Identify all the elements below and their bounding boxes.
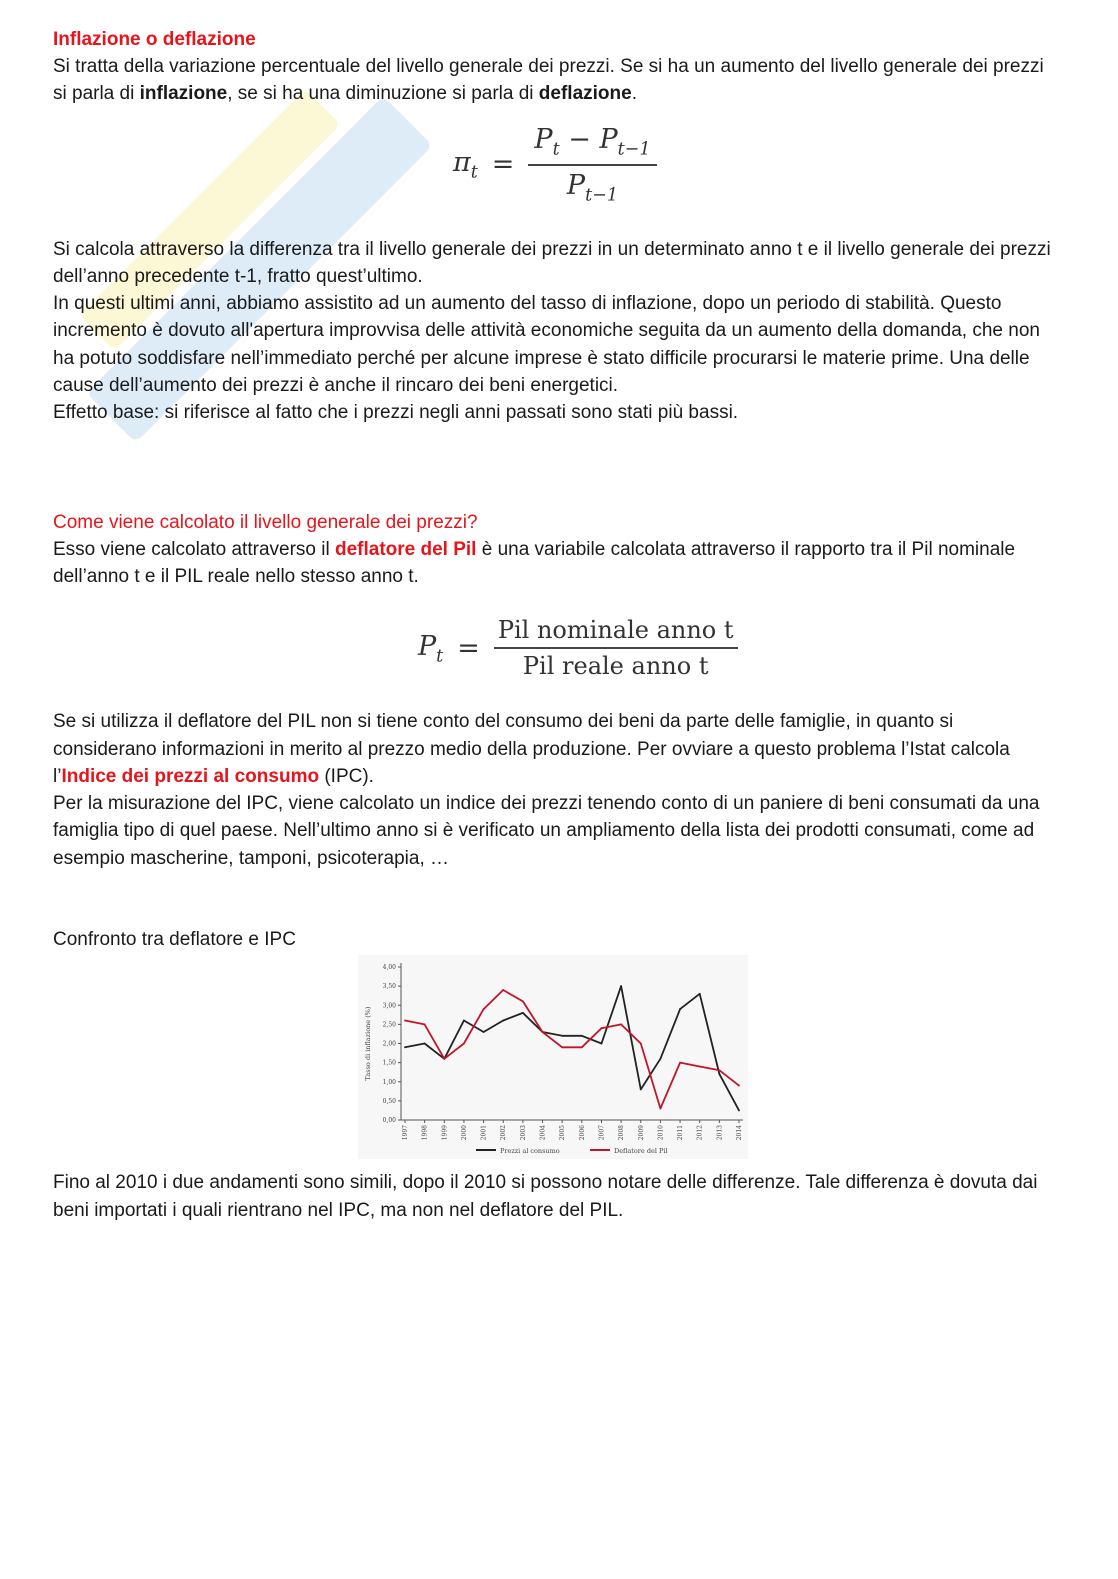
data-point (738, 1085, 740, 1087)
section-title-livello-prezzi: Come viene calcolato il livello generale dei prezzi? (53, 511, 478, 533)
legend-label-1: Prezzi al consumo (500, 1147, 560, 1156)
formula-inflation-rate: $\pi_t$ = $\frac{P_t - P_{t-1}}{P_{t-1}}$ (453, 122, 1058, 208)
data-point (561, 1035, 563, 1037)
term-ipc: Indice dei prezzi al consumo (61, 765, 320, 787)
y-tick-label: 2,00 (382, 1040, 396, 1048)
data-point (679, 1009, 681, 1011)
series-line-1 (405, 986, 739, 1110)
x-tick-label: 2012 (696, 1125, 704, 1141)
data-point (620, 1024, 622, 1026)
data-point (640, 1089, 642, 1091)
x-tick-label: 2013 (716, 1125, 724, 1141)
inflation-chart (358, 955, 748, 1159)
x-tick-label: 2002 (500, 1125, 508, 1141)
paragraph-intro: Si tratta della variazione percentuale del livello generale dei prezzi. Se si ha un aumento del livello generale dei prezzi si parla di inflazione, se si ha una diminuzione si parla di deflazione. (53, 56, 1044, 105)
x-tick-label: 2011 (677, 1125, 685, 1141)
data-point (581, 1047, 583, 1049)
data-point (640, 1043, 642, 1045)
y-tick-label: 1,50 (382, 1059, 396, 1067)
data-point (522, 1001, 524, 1003)
data-point (404, 1047, 406, 1049)
chart-caption: Confronto tra deflatore e IPC (53, 929, 296, 951)
data-point (738, 1110, 740, 1112)
y-tick-label: 2,50 (382, 1021, 396, 1029)
paragraph-calcolo: Si calcola attraverso la differenza tra il livello generale dei prezzi in un determinato anno t e il livello generale dei prezzi dell’anno precedente t-1, fratto quest’ultimo. (53, 238, 1051, 287)
y-tick-label: 4,00 (382, 964, 396, 972)
data-point (424, 1024, 426, 1026)
legend-label-2: Deflatore del Pil (614, 1147, 668, 1156)
data-point (561, 1047, 563, 1049)
paragraph-paniere: Per la misurazione del IPC, viene calcolato un indice dei prezzi tenendo conto di un paniere di beni consumati da una famiglia tipo di quel paese. Nell’ultimo anno si è verificato un ampliamento della lista dei prodotti consumati, come ad esempio mascherine, tamponi, psicoterapia, … (53, 793, 1040, 869)
formula-deflatore: $P_t$ = $\frac{\text{Pil nominale anno t}}{\text{Pil reale anno t}}$ (418, 608, 1058, 688)
data-point (424, 1043, 426, 1045)
data-point (601, 1028, 603, 1030)
document-page (53, 26, 1058, 1224)
y-tick-label: 0,00 (382, 1117, 396, 1125)
data-point (660, 1108, 662, 1110)
data-point (620, 986, 622, 988)
x-tick-label: 2007 (598, 1125, 606, 1141)
x-tick-label: 2001 (480, 1125, 488, 1141)
x-tick-label: 2014 (736, 1125, 743, 1141)
data-point (443, 1058, 445, 1060)
data-point (718, 1070, 720, 1072)
data-point (483, 1031, 485, 1033)
y-tick-label: 1,00 (382, 1079, 396, 1087)
data-point (699, 993, 701, 995)
x-tick-label: 2010 (657, 1125, 665, 1141)
data-point (718, 1074, 720, 1076)
x-tick-label: 2000 (460, 1125, 468, 1141)
paragraph-aumento: In questi ultimi anni, abbiamo assistito ad un aumento del tasso di inflazione, dopo un periodo di stabilità. Questo incremento è dovuto all'apertura improvvisa delle attività economiche seguita da un aumento della domanda, che non ha potuto soddisfare nell’immediato perché per alcune imprese è stato difficile procurarsi le materie prime. Una delle cause dell’aumento dei prezzi è anche il rincaro dei beni energetici. (53, 293, 1040, 397)
term-deflatore-pil: deflatore del Pil (334, 538, 477, 560)
x-tick-label: 2003 (519, 1125, 527, 1141)
y-tick-label: 3,00 (382, 1002, 396, 1010)
data-point (660, 1058, 662, 1060)
x-tick-label: 1997 (402, 1125, 409, 1141)
series-line-2 (405, 990, 739, 1109)
term-deflazione: deflazione (538, 83, 632, 105)
x-tick-label: 2006 (578, 1125, 586, 1141)
data-point (404, 1020, 406, 1022)
data-point (581, 1035, 583, 1037)
chart-svg (358, 955, 748, 1159)
data-point (679, 1062, 681, 1064)
x-tick-label: 2005 (559, 1125, 567, 1141)
x-tick-label: 1998 (421, 1125, 429, 1141)
data-point (502, 1020, 504, 1022)
data-point (463, 1043, 465, 1045)
paragraph-deflatore: Esso viene calcolato attraverso il deflatore del Pil è una variabile calcolata attraverso il rapporto tra il Pil nominale dell’anno t e il PIL reale nello stesso anno t. (53, 538, 1016, 587)
section-title-inflazione: Inflazione o deflazione (53, 29, 256, 50)
paragraph-effetto-base: Effetto base: si riferisce al fatto che i prezzi negli anni passati sono stati più bassi. (53, 402, 739, 424)
y-axis-label: Tasso di inflazione (%) (364, 1006, 372, 1081)
y-tick-label: 0,50 (382, 1098, 396, 1106)
x-tick-label: 1999 (441, 1125, 449, 1141)
x-tick-label: 2004 (539, 1125, 547, 1141)
data-point (542, 1031, 544, 1033)
paragraph-confronto: Fino al 2010 i due andamenti sono simili, dopo il 2010 si possono notare delle differenze. Tale differenza è dovuta dai beni importati i quali rientrano nel IPC, ma non nel deflatore del PIL. (53, 1172, 1038, 1221)
data-point (483, 1009, 485, 1011)
data-point (522, 1012, 524, 1014)
x-tick-label: 2008 (618, 1125, 626, 1141)
x-tick-label: 2009 (637, 1125, 645, 1141)
y-tick-label: 3,50 (382, 983, 396, 991)
data-point (699, 1066, 701, 1068)
term-inflazione: inflazione (139, 83, 228, 105)
data-point (463, 1020, 465, 1022)
data-point (502, 989, 504, 991)
data-point (601, 1043, 603, 1045)
paragraph-ipc: Se si utilizza il deflatore del PIL non si tiene conto del consumo dei beni da parte delle famiglie, in quanto si considerano informazioni in merito al prezzo medio della produzione. Per ovviare a questo problema l’Istat calcola l’Indice dei prezzi al consumo (IPC). (53, 711, 1010, 787)
